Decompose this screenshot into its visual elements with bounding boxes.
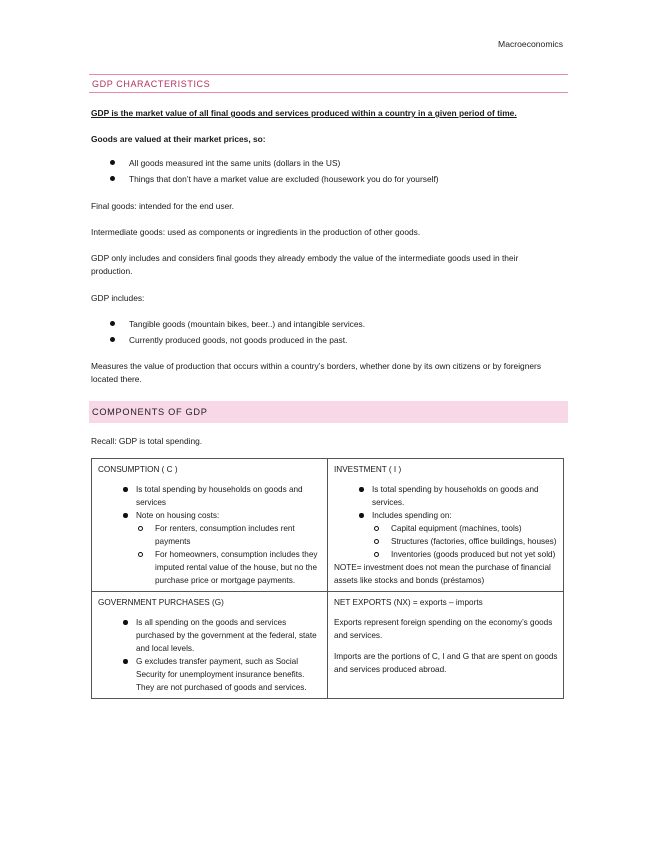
spending-sublist (372, 522, 558, 561)
list-item: Is total spending by households on goods and services. (334, 483, 558, 509)
bullet-icon (110, 321, 115, 326)
bullet-icon (110, 337, 115, 342)
only-final-goods-text: GDP only includes and considers final goods they already embody the value of the intermediate goods used in their production. (91, 253, 519, 276)
bullet-icon (123, 659, 128, 664)
list-item: Is total spending by households on goods and services (98, 483, 322, 509)
gdp-includes-intro: GDP includes: (91, 293, 145, 303)
table-row (92, 592, 564, 699)
circle-bullet-icon (374, 526, 379, 531)
section-heading-text: GDP CHARACTERISTICS (92, 79, 211, 89)
components-table (91, 458, 564, 699)
bullet-icon (110, 176, 115, 181)
intermediate-goods-text: Intermediate goods: used as components or ingredients in the production of other goods. (91, 227, 421, 237)
list-item: Inventories (goods produced but not yet sold) (372, 548, 558, 561)
consumption-cell (92, 459, 328, 592)
final-goods-text: Final goods: intended for the end user. (91, 201, 234, 211)
list-item: Currently produced goods, not goods produced in the past. (108, 332, 558, 348)
gdp-definition: GDP is the market value of all final goods and services produced within a country in a given period of time. (91, 108, 517, 118)
measures-text: Measures the value of production that occurs within a country’s borders, whether done by its own citizens or by foreigners located there. (91, 361, 542, 384)
list-item: All goods measured int the same units (dollars in the US) (108, 155, 558, 171)
consumption-list (98, 483, 322, 587)
valued-intro: Goods are valued at their market prices, so: (91, 134, 266, 144)
bullet-icon (359, 487, 364, 492)
list-item: Is all spending on the goods and services purchased by the government at the federal, state and local levels. (98, 616, 322, 655)
includes-bullet-list (108, 316, 558, 348)
section-heading-text: COMPONENTS OF GDP (92, 407, 208, 417)
imports-text: Imports are the portions of C, I and G that are spent on goods and services produced abroad. (334, 652, 558, 674)
government-list (98, 616, 322, 694)
list-item: For renters, consumption includes rent payments (136, 522, 322, 548)
net-exports-title: NET EXPORTS (NX) = exports – imports (334, 598, 483, 607)
investment-title: INVESTMENT ( I ) (334, 465, 402, 474)
list-item: Capital equipment (machines, tools) (372, 522, 558, 535)
section-heading-gdp-characteristics (89, 74, 568, 93)
circle-bullet-icon (374, 552, 379, 557)
recall-text: Recall: GDP is total spending. (91, 436, 203, 446)
bullet-icon (359, 513, 364, 518)
bullet-icon (110, 160, 115, 165)
circle-bullet-icon (138, 526, 143, 531)
investment-cell (328, 459, 564, 592)
list-item: Things that don’t have a market value are excluded (housework you do for yourself) (108, 171, 558, 187)
government-title: GOVERNMENT PURCHASES (G) (98, 598, 224, 607)
list-item: Note on housing costs: For renters, consumption includes rent payments For homeowners, consumption includes they imputed rental value of the house, but no the purchase price or mortgage payments. (98, 509, 322, 587)
circle-bullet-icon (374, 539, 379, 544)
valued-bullet-list (108, 155, 558, 187)
list-item: Includes spending on: Capital equipment (machines, tools) Structures (factories, office buildings, houses) Inventories (goods produced but not yet sold) (334, 509, 558, 561)
page-header-title: Macroeconomics (498, 39, 563, 49)
housing-sublist (136, 522, 322, 587)
list-item: For homeowners, consumption includes they imputed rental value of the house, but no the purchase price or mortgage payments. (136, 548, 322, 587)
bullet-icon (123, 513, 128, 518)
list-item: Tangible goods (mountain bikes, beer..) and intangible services. (108, 316, 558, 332)
bullet-icon (123, 487, 128, 492)
bullet-icon (123, 620, 128, 625)
investment-list (334, 483, 558, 561)
table-row (92, 459, 564, 592)
list-item: Structures (factories, office buildings, houses) (372, 535, 558, 548)
government-cell (92, 592, 328, 699)
circle-bullet-icon (138, 552, 143, 557)
exports-text: Exports represent foreign spending on the economy’s goods and services. (334, 618, 553, 640)
consumption-title: CONSUMPTION ( C ) (98, 465, 178, 474)
investment-note: NOTE= investment does not mean the purchase of financial assets like stocks and bonds (préstamos) (334, 563, 551, 585)
net-exports-cell (328, 592, 564, 699)
list-item: G excludes transfer payment, such as Social Security for unemployment insurance benefits. They are not purchased of goods and services. (98, 655, 322, 694)
section-heading-components-of-gdp (89, 401, 568, 423)
